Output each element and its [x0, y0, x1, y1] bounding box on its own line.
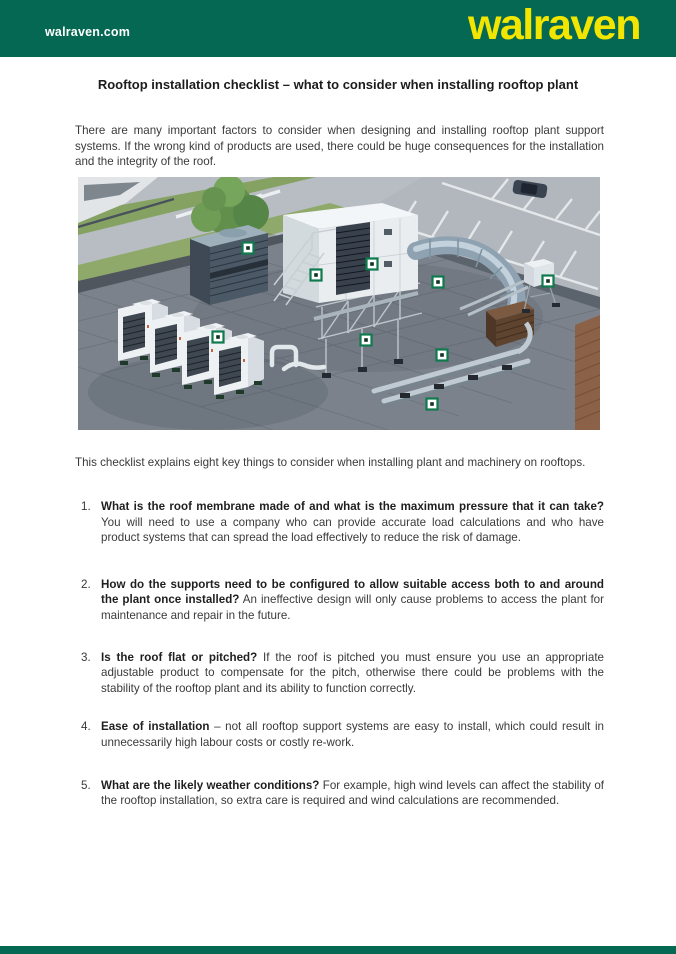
intro-paragraph: There are many important factors to consider when designing and installing rooftop plant support systems. If the wrong kind of products are used, there could be huge consequences for the installation and the integrity of the roof. [75, 124, 604, 169]
item-number: 3. [81, 650, 91, 664]
checklist-item [81, 499, 604, 546]
hotspot-marker-dot [216, 335, 220, 339]
checklist-item [81, 650, 604, 697]
footer-bar [0, 946, 676, 954]
checklist-intro: This checklist explains eight key things to consider when installing plant and machinery on rooftops. [75, 456, 586, 469]
rooftop-image [78, 177, 600, 430]
hotspot-marker-dot [314, 273, 318, 277]
hotspot-marker-dot [436, 280, 440, 284]
air-handling-unit [283, 203, 418, 303]
walraven-logo: walraven [467, 1, 640, 49]
item-text: What are the likely weather conditions? For example, high wind levels can affect the stability of the rooftop installation, so extra care is required and wind calculations are recommended. [101, 778, 604, 808]
item-number: 1. [81, 500, 91, 513]
hotspot-marker-dot [440, 353, 444, 357]
hotspot-marker-dot [246, 246, 250, 250]
header-bar [0, 0, 676, 57]
item-text: Ease of installation – not all rooftop support systems are easy to install, which could result in unnecessarily high labour costs or costly re-work. [101, 720, 604, 749]
hotspot-marker-dot [546, 279, 550, 283]
checklist-item [81, 719, 604, 750]
item-text: What is the roof membrane made of and what is the maximum pressure that it can take? You will need to use a company who can provide accurate load calculations and who have product systems that can spread the load effectively to reduce the risk of damage. [101, 500, 604, 545]
checklist [81, 499, 604, 809]
checklist-item [81, 577, 604, 624]
rooftop-render [78, 177, 600, 430]
item-number: 4. [81, 720, 91, 734]
site-url[interactable]: walraven.com [45, 25, 131, 39]
item-text: Is the roof flat or pitched? If the roof is pitched you must ensure you use an appropriate adjustable product to compensate for the pitch, otherwise there could be problems with the stability of the rooftop plant and its ability to function correctly. [101, 650, 604, 695]
hotspot-marker-dot [370, 262, 374, 266]
page-title: Rooftop installation checklist – what to consider when installing rooftop plant [97, 77, 579, 92]
item-text: How do the supports need to be configured to allow suitable access both to and around the plant once installed? An ineffective design will only cause problems to access the plant for maintenance and repair in the future. [101, 577, 604, 622]
hotspot-marker-dot [430, 402, 434, 406]
item-number: 2. [81, 577, 91, 591]
cooling-tower [190, 225, 268, 305]
hotspot-marker-dot [364, 338, 368, 342]
checklist-item [81, 778, 604, 809]
item-number: 5. [81, 778, 91, 792]
